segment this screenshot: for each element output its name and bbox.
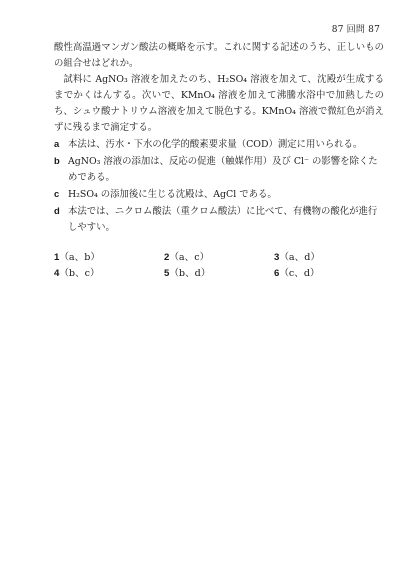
choice-text: （a、d） bbox=[279, 252, 320, 263]
choice-text: （b、d） bbox=[169, 268, 211, 279]
choice-text: （b、c） bbox=[59, 268, 100, 279]
statement-b bbox=[54, 153, 384, 186]
answer-choices bbox=[54, 250, 384, 282]
procedure-description: 試料に AgNO₃ 溶液を加えたのち、H₂SO₄ 溶液を加えて、沈殿が生成するまでかくはんする。次いで、KMnO₄ 溶液を加えて沸騰水浴中で加熱したのち、シュウ酸ナトリウム溶液を加えて脱色する。KMnO₄ 溶液で微紅色が消えずに残るまで滴定する。 bbox=[54, 74, 384, 133]
question-intro: 酸性高温過マンガン酸法の概略を示す。これに関する記述のうち、正しいものの組合せはどれか。 bbox=[54, 42, 384, 69]
statement-label: c bbox=[54, 188, 60, 199]
choice-2[interactable] bbox=[164, 250, 274, 266]
statement-text: 本法では、ニクロム酸法（重クロム酸法）に比べて、有機物の酸化が進行しやすい。 bbox=[68, 206, 378, 233]
choice-number: 3 bbox=[274, 252, 280, 263]
choice-4[interactable] bbox=[54, 266, 164, 282]
question-body bbox=[54, 40, 384, 236]
choice-text: （a、b） bbox=[59, 252, 100, 263]
choice-3[interactable] bbox=[274, 250, 384, 266]
choice-number: 1 bbox=[54, 252, 60, 263]
statement-label: d bbox=[54, 205, 60, 216]
statement-text: H₂SO₄ の添加後に生じる沈殿は、AgCl である。 bbox=[68, 189, 277, 200]
question-number-header: 87 回問 87 bbox=[331, 25, 380, 35]
statement-c bbox=[54, 186, 384, 203]
choice-row bbox=[54, 250, 384, 266]
statement-text: AgNO₃ 溶液の添加は、反応の促進（触媒作用）及び Cl⁻ の影響を除くためである。 bbox=[68, 156, 378, 183]
choice-row bbox=[54, 266, 384, 282]
choice-text: （c、d） bbox=[279, 268, 320, 279]
choice-number: 6 bbox=[274, 268, 280, 279]
choice-text: （a、c） bbox=[169, 252, 210, 263]
choice-number: 2 bbox=[164, 252, 170, 263]
choice-5[interactable] bbox=[164, 266, 274, 282]
choice-number: 5 bbox=[164, 268, 170, 279]
choice-6[interactable] bbox=[274, 266, 384, 282]
choice-1[interactable] bbox=[54, 250, 164, 266]
statement-label: b bbox=[54, 155, 60, 166]
statement-a bbox=[54, 136, 384, 153]
statement-label: a bbox=[54, 138, 60, 149]
statement-d bbox=[54, 203, 384, 236]
choice-number: 4 bbox=[54, 268, 60, 279]
statement-text: 本法は、汚水・下水の化学的酸素要求量（COD）測定に用いられる。 bbox=[68, 139, 363, 150]
